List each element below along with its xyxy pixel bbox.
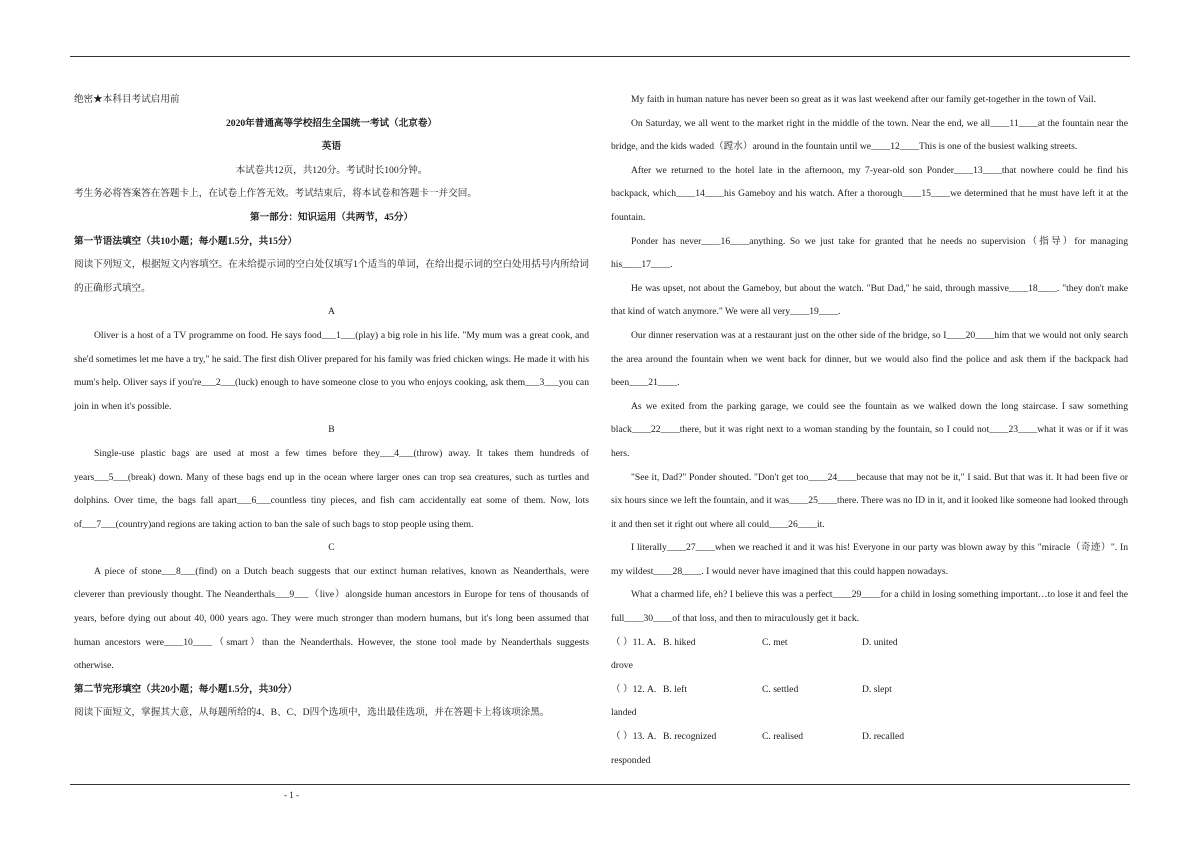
left-paragraph: 第二节完形填空（共20小题；每小题1.5分，共30分）	[74, 683, 298, 695]
left-column	[74, 88, 589, 725]
right-paragraph: As we exited from the parking garage, we could see the fountain as we walked down the long staircase. I saw something black____22____there, but it was right next to a woman standing by the fountain, so I could not____23____what it was or if it was hers.	[611, 400, 1128, 459]
page-number: - 1 -	[284, 790, 299, 800]
option-choice: B. recognized	[663, 731, 717, 743]
option-choice: B. hiked	[663, 636, 696, 648]
right-paragraph: I literally____27____when we reached it and it was his! Everyone in our party was blown away by this "miracle（奇迹）". In my wildest____28____. I would never have imagined that this could happen nowadays.	[611, 542, 1128, 577]
option-choice: （ ）13. A. responded	[611, 731, 657, 766]
option-choice: C. settled	[762, 683, 799, 695]
right-paragraph: "See it, Dad?" Ponder shouted. "Don't get too____24____because that may not be it," I said. But that was it. It had been five or six hours since we left the fountain, and it was____25____there. There was no ID in it, and it looked like someone had looked through it and then set it right out where all could____26____it.	[611, 471, 1128, 530]
option-choice: D. slept	[862, 683, 892, 695]
left-paragraph: 英语	[321, 141, 342, 153]
right-paragraph: My faith in human nature has never been so great as it was last weekend after our family get-together in the town of Vail.	[631, 94, 1096, 105]
right-paragraph: On Saturday, we all went to the market right in the middle of the town. Near the end, we all____11____at the fountain near the bridge, and the kids waded（蹚水）around in the fountain until we____12____This is one of the busiest walking streets.	[611, 117, 1128, 153]
left-paragraph: 绝密★本科目考试启用前	[74, 94, 180, 105]
right-paragraph: What a charmed life, eh? I believe this was a perfect____29____for a child in losing something important…to lose it and feel the full____30____of that loss, and then to miraculously get it back.	[611, 589, 1128, 625]
option-choice: D. recalled	[862, 731, 905, 743]
option-row	[611, 678, 1128, 725]
right-paragraph: Ponder has never____16____anything. So we just take for granted that he needs no supervision（指导）for managing his____17____.	[611, 235, 1128, 271]
left-paragraph: A	[328, 306, 335, 318]
top-rule	[70, 56, 1130, 57]
bottom-rule	[70, 784, 1130, 785]
option-choice: （ ）12. A. landed	[611, 683, 657, 719]
option-choice: C. met	[762, 636, 788, 648]
left-paragraph: 本试卷共12页，共120分。考试时长100分钟。	[235, 164, 428, 176]
option-choice: C. realised	[762, 731, 804, 743]
right-column	[611, 88, 1128, 772]
left-paragraph: 阅读下列短文，根据短文内容填空。在未给提示词的空白处仅填写1个适当的单词，在给出提示词的空白处用括号内所给词的正确形式填空。	[74, 259, 589, 294]
left-paragraph: 阅读下面短文，掌握其大意，从每题所给的4、B、C、D四个选项中，选出最佳选项，并在答题卡上将该项涂黑。	[74, 707, 550, 719]
left-paragraph: Single-use plastic bags are used at most a few times before they___4___(throw) away. It takes them hundreds of years___5___(break) down. Many of these bags end up in the ocean where larger ones can trop sea creatures, such as turtles and dolphins. Over time, the bags fall apart___6___countless tiny pieces, and fish cam accidentally eat some of them. Now, lots of___7___(country)and regions are taking action to ban the sale of such bags to stop people using them.	[74, 447, 589, 530]
left-paragraph: B	[328, 424, 335, 436]
right-paragraph: Our dinner reservation was at a restaurant just on the other side of the bridge, so I____20____him that we would not only search the area around the fountain when we went back for dinner, but we would also find the police and ask them if the backpack had been____21____.	[611, 329, 1128, 389]
option-row	[611, 631, 1128, 678]
left-paragraph: 第一节语法填空（共10小题；每小题1.5分，共15分）	[74, 235, 298, 247]
option-choice: B. left	[663, 683, 687, 695]
option-row	[611, 725, 1128, 772]
option-choice: （ ）11. A. drove	[611, 636, 656, 672]
option-choice: D. united	[862, 636, 898, 648]
left-paragraph: 2020年普通高等学校招生全国统一考试（北京卷）	[225, 117, 438, 129]
left-paragraph: 考生务必将答案答在答题卡上，在试卷上作答无效。考试结束后，将本试卷和答题卡一并交回。	[74, 188, 477, 200]
right-paragraph: After we returned to the hotel late in the afternoon, my 7-year-old son Ponder____13____that nowhere could he find his backpack, which____14____his Gameboy and his watch. After a thorough____15____we determined that he must have left it at the fountain.	[611, 164, 1128, 223]
right-paragraph: He was upset, not about the Gameboy, but about the watch. "But Dad," he said, through massive____18____. "they don't make that kind of watch anymore." We were all very____19____.	[611, 282, 1128, 318]
left-paragraph: Oliver is a host of a TV programme on food. He says food___1___(play) a big role in his life. "My mum was a great cook, and she'd sometimes let me have a try," he said. The first dish Oliver prepared for his family was fried chicken wings. He made it with his mum's help. Oliver says if you're___2___(luck) enough to have someone close to you who enjoys cooking, ask them___3___you can join in when it's possible.	[74, 329, 589, 412]
left-paragraph: 第一部分：知识运用（共两节，45分）	[249, 211, 414, 223]
left-paragraph: A piece of stone___8___(find) on a Dutch beach suggests that our extinct human relatives, known as Neanderthals, were cleverer than previously thought. The Neanderthals___9___（live）alongside human ancestors in Europe for tens of thousands of years, before dying out about 40, 000 years ago. They were much stronger than modern humans, but it's long been assumed that human ancestors were____10____（smart）than the Neanderthals. However, the stone tool made by Neanderthals suggests otherwise.	[74, 565, 589, 672]
left-paragraph: C	[328, 542, 335, 554]
